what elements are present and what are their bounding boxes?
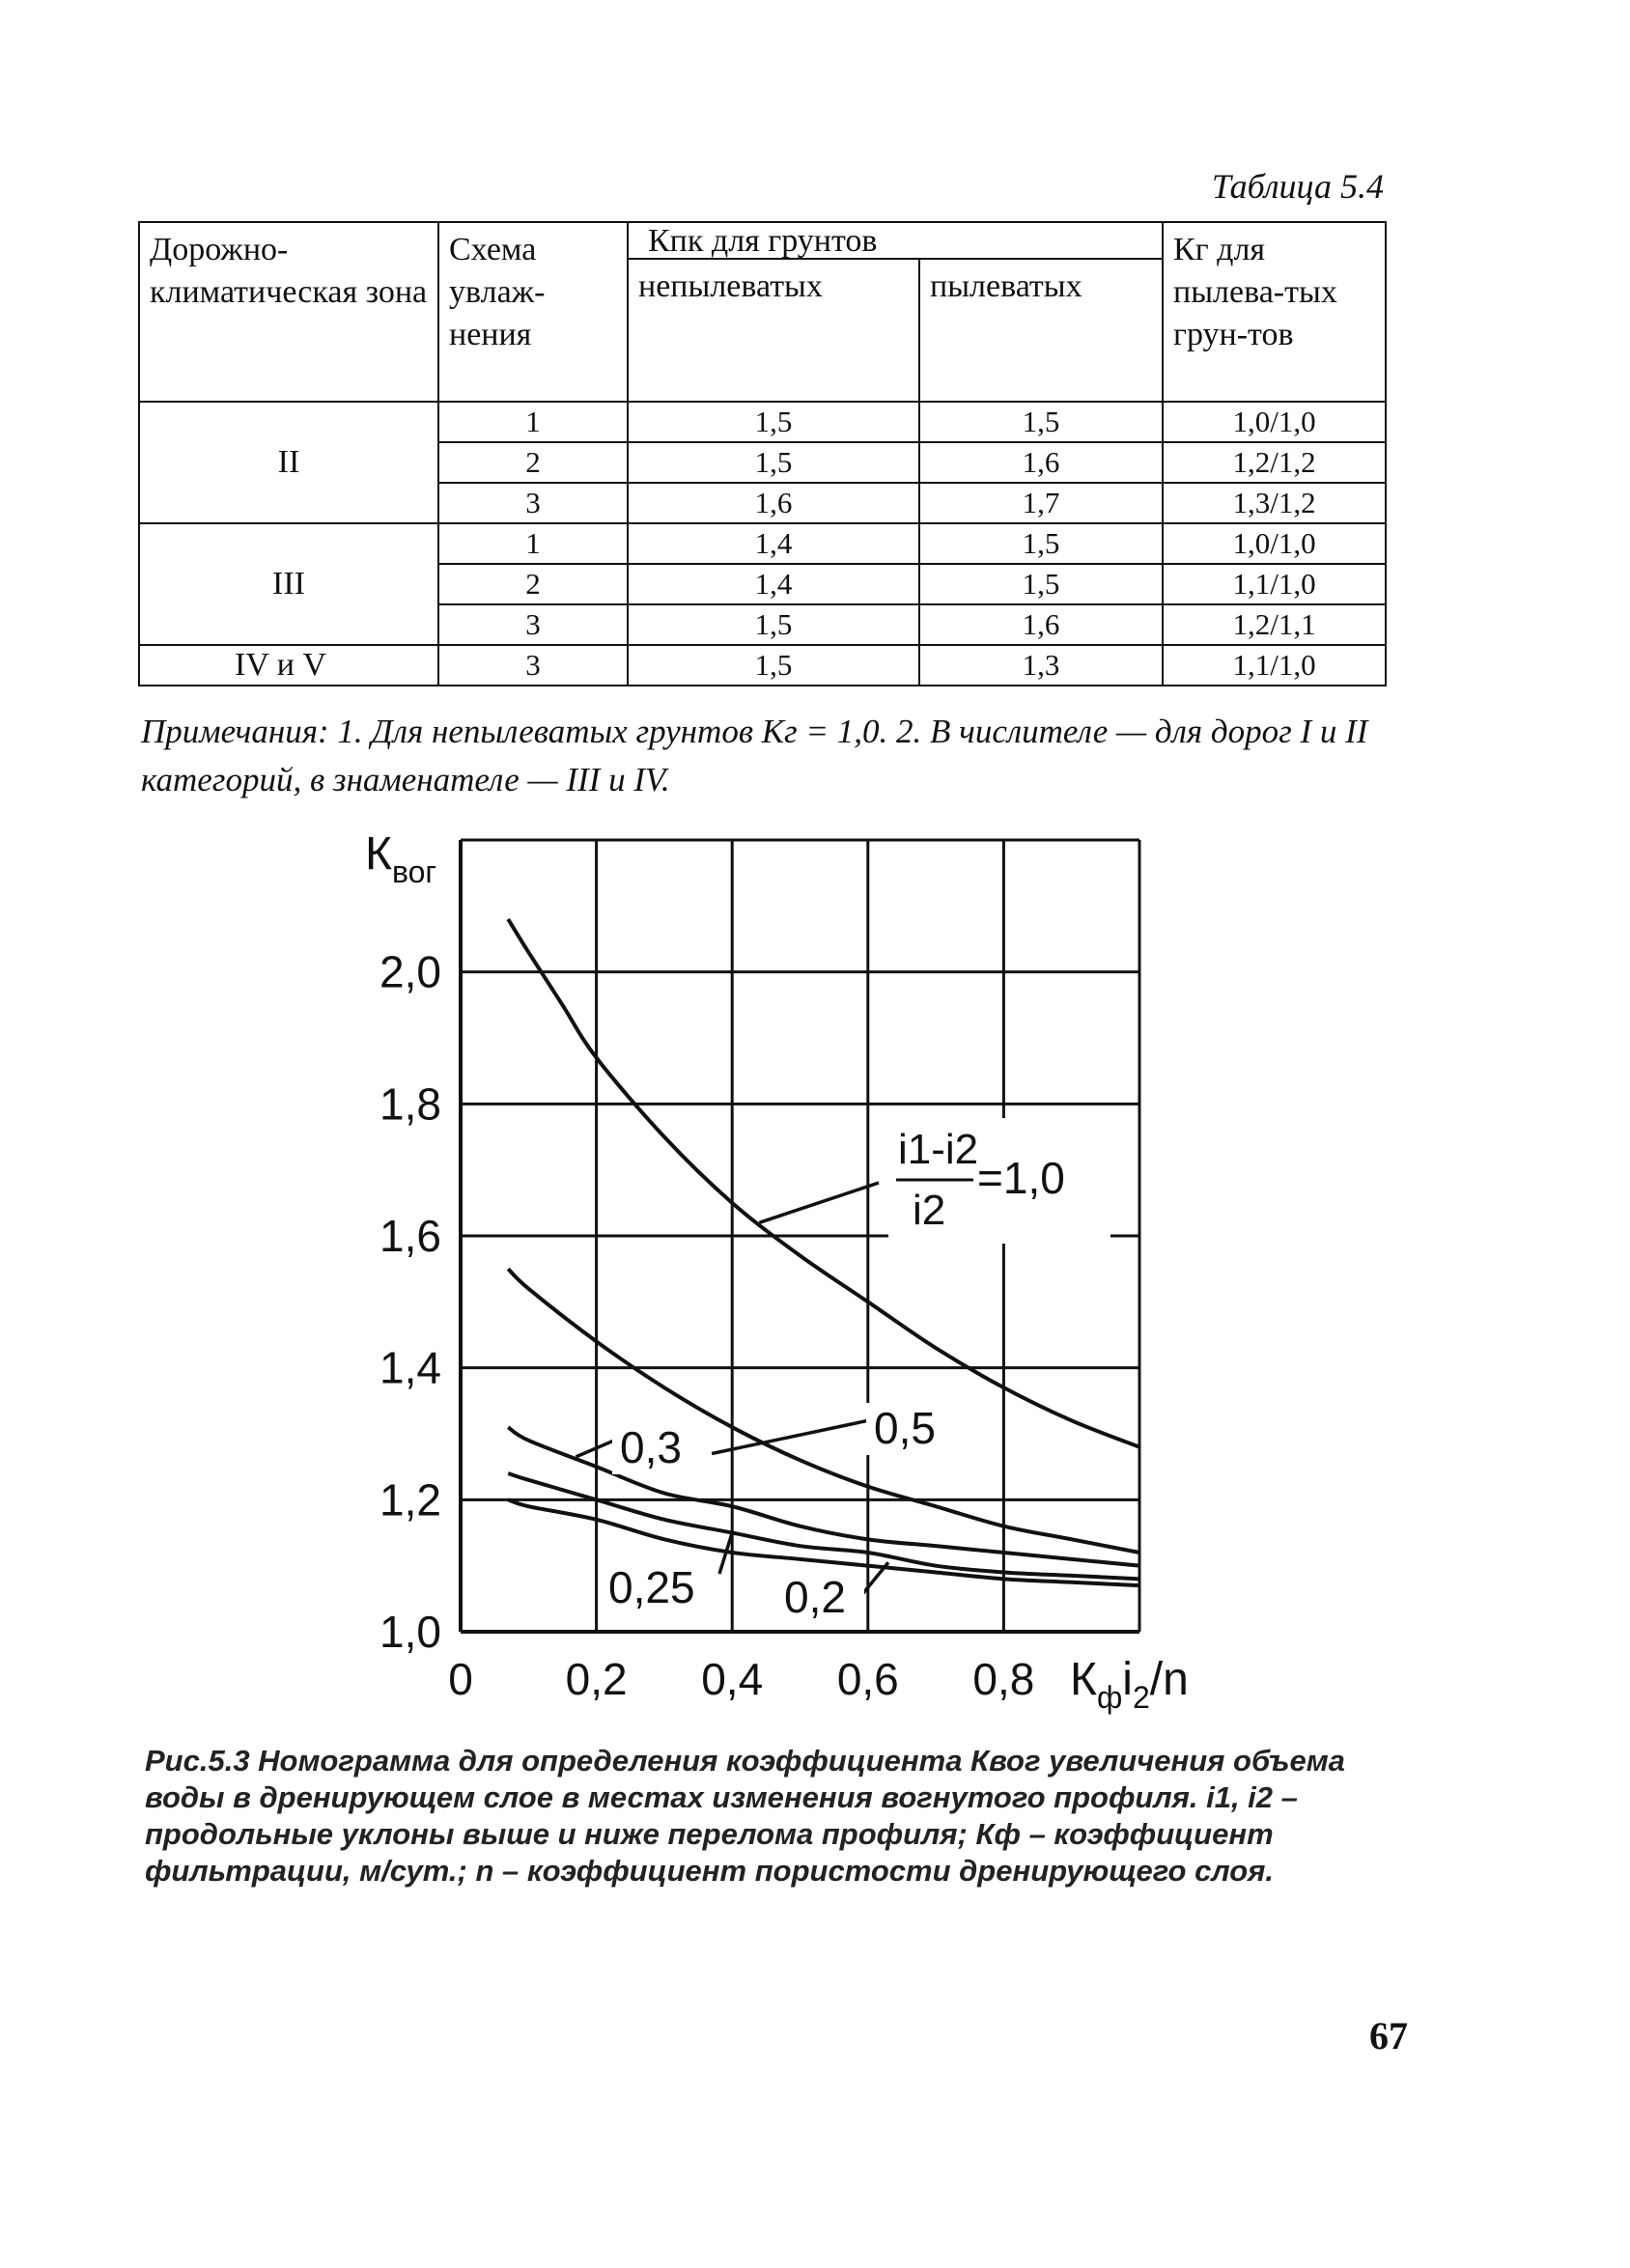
figure-caption: Рис.5.3 Номограмма для определения коэффициента Квог увеличения объема воды в дренирующем слое в местах изменения вогнутого профиля. i1, i2 – продольные уклоны выше и ниже перелома профиля; Кф – коэффициент фильтрации, м/сут.; n – коэффициент пористости дренирующего слоя. (145, 1744, 1345, 1888)
header-scheme: Схема увлаж-нения (438, 222, 628, 402)
x-tick-label: 0,6 (836, 1654, 899, 1704)
header-silty: пылеватых (919, 259, 1163, 402)
formula-denominator: i2 (913, 1187, 946, 1234)
kg-cell: 1,3/1,2 (1163, 483, 1386, 523)
series-curve (508, 1269, 1139, 1553)
x-tick-label: 0,8 (972, 1654, 1035, 1704)
nonsilty-cell: 1,4 (628, 523, 919, 564)
header-kpk: Кпк для грунтов (628, 222, 1163, 259)
scheme-cell: 1 (438, 402, 628, 442)
curve-label-0-25: 0,25 (608, 1562, 695, 1612)
y-tick-label: 1,6 (379, 1211, 441, 1261)
nonsilty-cell: 1,5 (628, 442, 919, 483)
series-curve (508, 1427, 1139, 1566)
nonsilty-cell: 1,5 (628, 402, 919, 442)
scheme-cell: 1 (438, 523, 628, 564)
formula-numerator: i1-i2 (898, 1126, 979, 1173)
curve-label-0-3: 0,3 (620, 1422, 682, 1472)
zone-cell: III (139, 523, 438, 645)
table-notes: Примечания: 1. Для непылеватых грунтов Кг = 1,0. 2. В числителе — для дорог I и II категорий, в знаменателе — III и IV. (141, 713, 1368, 798)
silty-cell: 1,7 (919, 483, 1163, 523)
kg-cell: 1,2/1,1 (1163, 604, 1386, 645)
x-tick-label: 0 (448, 1654, 473, 1704)
nonsilty-cell: 1,6 (628, 483, 919, 523)
y-tick-label: 1,8 (379, 1078, 441, 1130)
nonsilty-cell: 1,5 (628, 645, 919, 686)
silty-cell: 1,5 (919, 564, 1163, 604)
y-tick-label: 1,4 (379, 1342, 441, 1393)
nonsilty-cell: 1,4 (628, 564, 919, 604)
header-kg: Кг для пылева-тых грун-тов (1163, 222, 1386, 402)
scheme-cell: 2 (438, 564, 628, 604)
x-tick-label: 0,2 (565, 1654, 628, 1704)
kg-cell: 1,0/1,0 (1163, 523, 1386, 564)
curve-label-0-2: 0,2 (784, 1572, 846, 1622)
scheme-cell: 3 (438, 604, 628, 645)
silty-cell: 1,5 (919, 523, 1163, 564)
scheme-cell: 3 (438, 483, 628, 523)
nonsilty-cell: 1,5 (628, 604, 919, 645)
x-tick-label: 0,4 (701, 1654, 764, 1704)
kg-cell: 1,2/1,2 (1163, 442, 1386, 483)
zone-cell: II (139, 402, 438, 523)
x-axis-label: $К_фi_2/n$ (1070, 1654, 1189, 1715)
scheme-cell: 2 (438, 442, 628, 483)
leader-line (759, 1183, 879, 1222)
y-tick-label: 1,0 (379, 1607, 441, 1657)
kg-cell: 1,1/1,0 (1163, 564, 1386, 604)
scheme-cell: 3 (438, 645, 628, 686)
zone-cell: IV и V (139, 645, 438, 686)
header-nonsilty: непылеватых (628, 259, 919, 402)
curves (508, 919, 1139, 1585)
curve-label-0-5: 0,5 (874, 1403, 936, 1453)
table-caption: Таблица 5.4 (1211, 167, 1384, 206)
silty-cell: 1,5 (919, 402, 1163, 442)
silty-cell: 1,6 (919, 442, 1163, 483)
silty-cell: 1,6 (919, 604, 1163, 645)
page-number: 67 (1369, 2014, 1408, 2058)
y-tick-label: 1,2 (379, 1474, 441, 1526)
kg-cell: 1,1/1,0 (1163, 645, 1386, 686)
header-zone: Дорожно-климатическая зона (139, 222, 438, 402)
y-axis-label: $К_{вог}$ (365, 828, 437, 889)
silty-cell: 1,3 (919, 645, 1163, 686)
formula-value: =1,0 (977, 1153, 1065, 1203)
kg-cell: 1,0/1,0 (1163, 402, 1386, 442)
leader-line (712, 1419, 874, 1454)
y-tick-label: 2,0 (379, 946, 441, 997)
